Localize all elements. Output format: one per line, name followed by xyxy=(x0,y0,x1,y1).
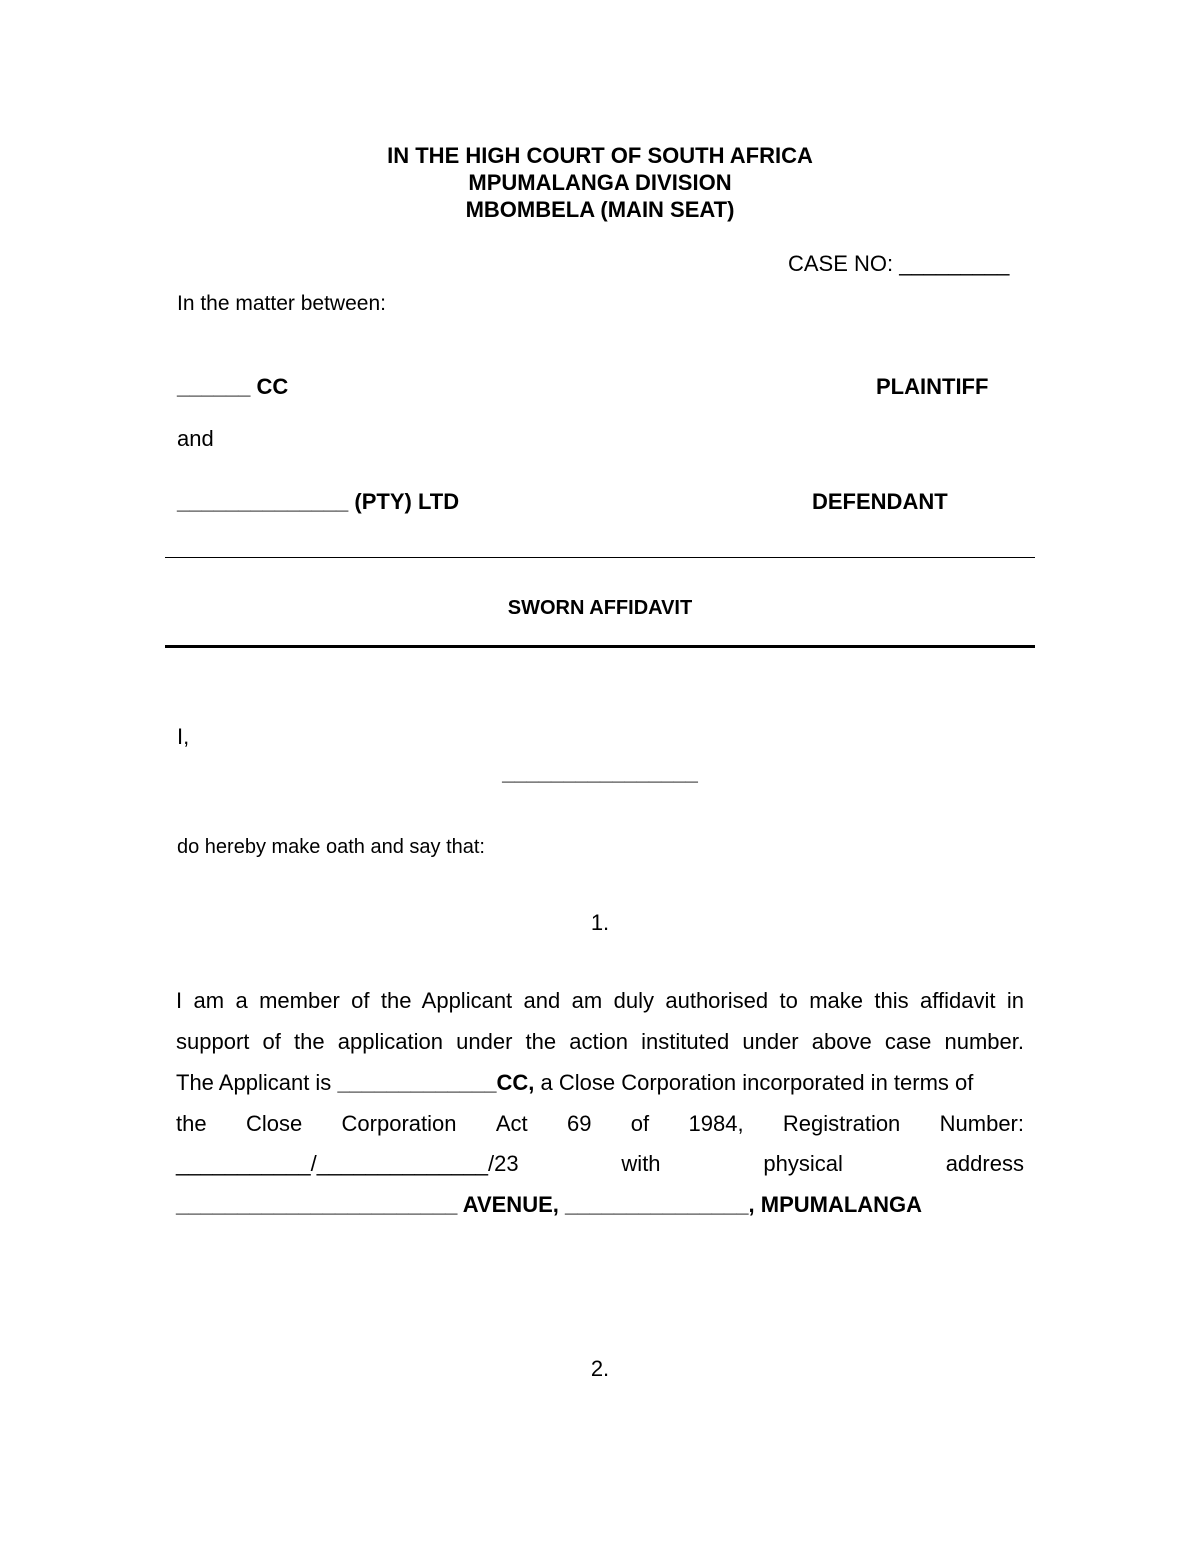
paragraph-1-line-2: support of the application under the action instituted under above case number. xyxy=(176,1029,1024,1054)
and-connector: and xyxy=(177,426,214,451)
oath-statement: do hereby make oath and say that: xyxy=(177,836,485,858)
plaintiff-name: ______ CC xyxy=(177,374,289,399)
defendant-role: DEFENDANT xyxy=(812,489,948,514)
line-4-word: Act xyxy=(495,1111,528,1136)
line-4-word: Registration xyxy=(782,1111,901,1136)
deponent-name-blank: ________________ xyxy=(502,760,698,785)
line-4-word: Close xyxy=(245,1111,303,1136)
line-4-word: Corporation xyxy=(341,1111,457,1136)
document-title: SWORN AFFIDAVIT xyxy=(507,597,693,619)
line-5-word: physical xyxy=(763,1151,843,1176)
line-4-word: Number: xyxy=(939,1111,1024,1136)
line-5-word: address xyxy=(945,1151,1024,1176)
court-name: IN THE HIGH COURT OF SOUTH AFRICA xyxy=(387,143,813,168)
matter-between: In the matter between: xyxy=(177,292,386,315)
deponent-intro: I, xyxy=(177,724,190,749)
defendant-name: ______________ (PTY) LTD xyxy=(177,489,460,514)
line-4-word: of xyxy=(630,1111,650,1136)
registration-number-blank: ___________/______________/23 xyxy=(176,1151,519,1176)
line-4-word: the xyxy=(176,1111,207,1136)
line-5-word: with xyxy=(621,1151,661,1176)
bottom-rule xyxy=(165,645,1035,648)
paragraph-1-line-5 xyxy=(176,1151,1024,1177)
paragraph-1-line-4 xyxy=(176,1111,1024,1137)
top-rule xyxy=(165,557,1035,558)
physical-address-line: _______________________ AVENUE, _______________, MPUMALANGA xyxy=(176,1192,923,1217)
paragraph-1-number: 1. xyxy=(590,910,610,935)
applicant-name-blank: _____________CC, xyxy=(337,1070,535,1095)
paragraph-2-number: 2. xyxy=(590,1356,610,1381)
line-4-word: 1984, xyxy=(688,1111,744,1136)
applicant-lead-text: The Applicant is xyxy=(176,1070,338,1095)
court-seat: MBOMBELA (MAIN SEAT) xyxy=(465,197,735,222)
applicant-description: a Close Corporation incorporated in terms of xyxy=(534,1070,974,1095)
paragraph-1-line-3 xyxy=(176,1070,973,1096)
case-number: CASE NO: _________ xyxy=(788,251,1010,276)
line-4-word: 69 xyxy=(566,1111,592,1136)
court-division: MPUMALANGA DIVISION xyxy=(468,170,732,195)
paragraph-1-line-1: I am a member of the Applicant and am duly authorised to make this affidavit in xyxy=(176,988,1024,1013)
plaintiff-role: PLAINTIFF xyxy=(876,374,989,399)
